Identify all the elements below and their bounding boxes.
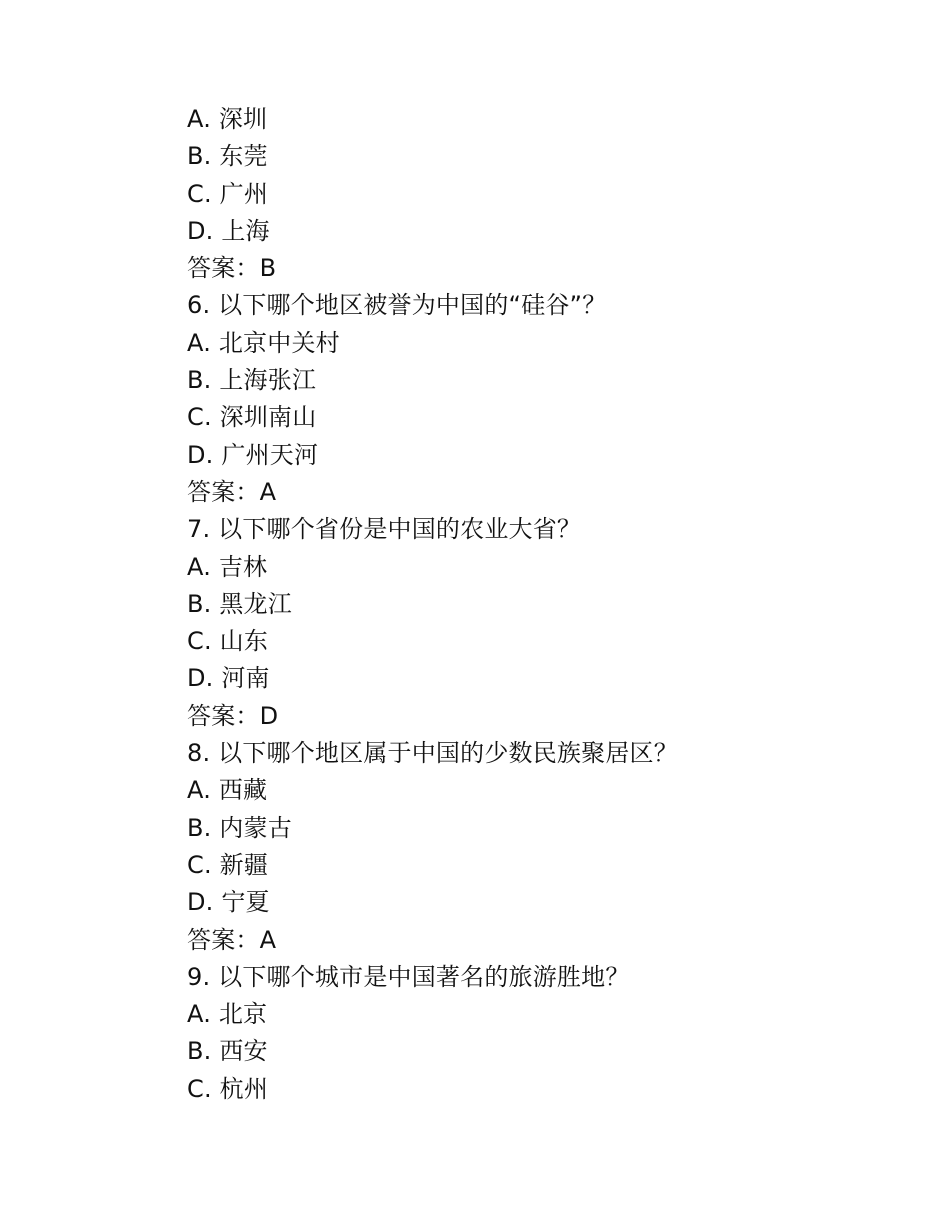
option-line: B. 黑龙江: [187, 589, 292, 618]
option-line: C. 新疆: [187, 850, 269, 879]
document-body: [187, 101, 827, 1108]
option-line: B. 西安: [187, 1037, 268, 1066]
option-line: D. 广州天河: [187, 440, 319, 469]
option-line: D. 河南: [187, 664, 270, 693]
option-line: A. 北京: [187, 1000, 268, 1029]
option-line: A. 西藏: [187, 776, 268, 805]
answer-line: 答案：D: [187, 701, 279, 730]
option-line: A. 深圳: [187, 105, 268, 133]
answer-line: 答案：A: [187, 925, 277, 954]
option-line: A. 吉林: [187, 552, 268, 581]
option-line: C. 广州: [187, 179, 269, 208]
question-line: 7. 以下哪个省份是中国的农业大省？: [187, 515, 582, 544]
option-line: A. 北京中关村: [187, 328, 340, 357]
option-line: D. 上海: [187, 216, 270, 245]
question-line: 8. 以下哪个地区属于中国的少数民族聚居区？: [187, 739, 678, 768]
option-line: B. 内蒙古: [187, 813, 292, 842]
option-line: B. 东莞: [187, 142, 268, 171]
option-line: C. 杭州: [187, 1074, 269, 1103]
option-line: B. 上海张江: [187, 366, 317, 395]
question-line: 6. 以下哪个地区被誉为中国的“硅谷”？: [187, 291, 607, 320]
option-line: C. 山东: [187, 627, 269, 656]
answer-line: 答案：B: [187, 254, 277, 283]
answer-line: 答案：A: [187, 477, 277, 506]
option-line: C. 深圳南山: [187, 403, 317, 432]
option-line: D. 宁夏: [187, 888, 270, 917]
question-line: 9. 以下哪个城市是中国著名的旅游胜地？: [187, 962, 630, 991]
